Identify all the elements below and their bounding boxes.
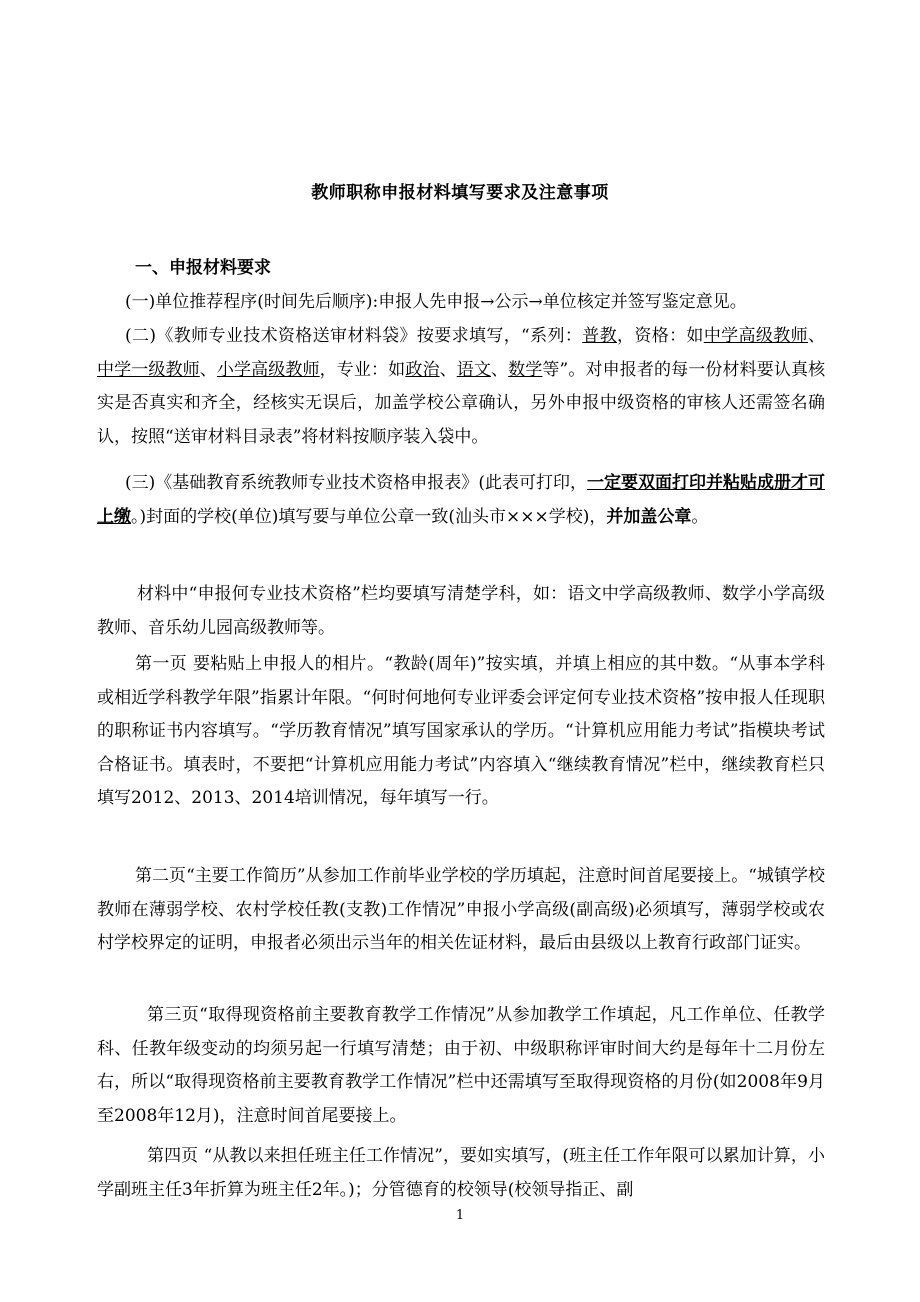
p2-text: (二)《教师专业技术资格送审材料袋》按要求填写，“系列： — [125, 326, 583, 346]
paragraph-7: 第三页“取得现资格前主要教育教学工作情况”从参加教学工作填起，凡工作单位、任教学科、任教年级变动的均须另起一行填写清楚；由于初、中级职称评审时间大约是每年十二月份左右，所以“取得现资格前主要教育教学工作情况”栏中还需填写至取得现资格的月份(如2008年9月至2008年12月)，注意时间首尾要接上。 — [97, 1005, 825, 1126]
p3-text: 。)封面的学校(单位)填写要与单位公章一致(汕头市×××学校)， — [131, 506, 607, 527]
p2-underline: 小学高级教师 — [216, 359, 320, 380]
p2-text: 、 — [808, 326, 826, 346]
p2-text: 、 — [199, 359, 217, 380]
paragraph-1: (一)单位推荐程序(时间先后顺序):申报人先申报→公示→单位核定并签写鉴定意见。 — [125, 292, 747, 312]
p2-underline: 中学高级教师 — [703, 326, 809, 346]
paragraph-5: 第一页 要粘贴上申报人的相片。“教龄(周年)”按实填，并填上相应的其中数。“从事本学科或相近学科教学年限”指累计年限。“何时何地何专业评委会评定何专业技术资格”按申报人任现职的职称证书内容填写。“学历教育情况”填写国家承认的学历。“计算机应用能力考试”指模块考试合格证书。填表时，不要把“计算机应用能力考试”内容填入“继续教育情况”栏中，继续教育栏只填写2012、2013、2014培训情况，每年填写一行。 — [97, 654, 825, 808]
paragraph-6: 第二页“主要工作简历”从参加工作前毕业学校的学历填起，注意时间首尾要接上。“城镇学校教师在薄弱学校、农村学校任教(支教)工作情况”申报小学高级(副高级)必须填写，薄弱学校或农村学校界定的证明，申报者必须出示当年的相关佐证材料，最后由县级以上教育行政部门证实。 — [97, 866, 825, 953]
paragraph-2 — [97, 320, 825, 454]
p2-text: ，资格：如 — [616, 326, 704, 346]
p2-underline: 政治 — [405, 359, 440, 380]
p3-underline-bold: 一定要双面打印并粘贴成册才可上缴 — [97, 473, 825, 527]
paragraph-4: 材料中“申报何专业技术资格”栏均要填写清楚学科，如：语文中学高级教师、数学小学高级教师、音乐幼儿园高级教师等。 — [97, 584, 825, 638]
p2-text: 、 — [439, 359, 457, 380]
page-number: 1 — [455, 1208, 465, 1223]
p2-underline: 普教 — [582, 326, 617, 346]
p2-text: 、 — [490, 359, 509, 380]
paragraph-3 — [97, 467, 825, 534]
document-title: 教师职称申报材料填写要求及注意事项 — [311, 183, 609, 203]
p2-text: ，专业：如 — [319, 359, 406, 380]
p2-underline: 数学 — [508, 359, 543, 380]
p3-text: 。 — [691, 506, 709, 527]
paragraph-8: 第四页 “从教以来担任班主任工作情况”，要如实填写，(班主任工作年限可以累加计算，小学副班主任3年折算为班主任2年。)；分管德育的校领导(校领导指正、副 — [97, 1146, 825, 1200]
section-heading: 一、申报材料要求 — [135, 258, 271, 278]
p2-text: 等”。对申报者的每一份材料要认真核实是否真实和齐全，经核实无误后，加盖学校公章确认，另外申报中级资格的审核人还需签名确认，按照“送审材料目录表”将材料按顺序装入袋中。 — [97, 359, 826, 447]
p2-underline: 语文 — [456, 359, 491, 380]
p3-bold: 并加盖公章 — [606, 506, 692, 527]
p2-underline: 中学一级教师 — [97, 359, 200, 380]
p3-text: (三)《基础教育系统教师专业技术资格申报表》(此表可打印， — [125, 473, 587, 493]
